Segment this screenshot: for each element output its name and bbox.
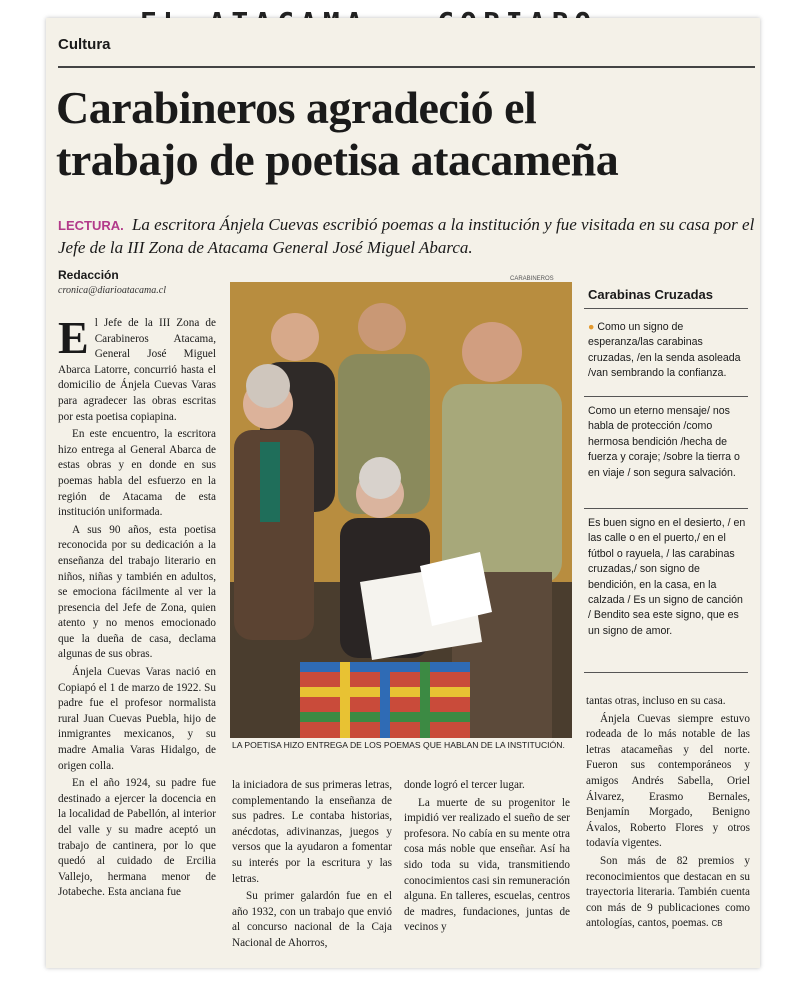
poem-stanza: Como un eterno mensaje/ nos habla de protección /como hermosa bendición /hecha de fuerza y coraje; /sobre la tierra o en viaje / son segura salvación. xyxy=(588,405,740,479)
article-paragraph: tantas otras, incluso en su casa. xyxy=(586,695,726,707)
article-column-4 xyxy=(586,694,750,964)
article-paragraph: donde logró el tercer lugar. xyxy=(404,779,525,791)
drop-cap: E xyxy=(58,312,89,363)
article-paragraph xyxy=(58,312,216,425)
article-column-2 xyxy=(232,778,392,958)
end-mark: CB xyxy=(711,919,723,929)
lead-text: La escritora Ánjela Cuevas escribió poemas a la institución y fue visitada en su casa por el Jefe de la III Zona de Atacama General José Miguel Abarca. xyxy=(58,215,755,257)
section-divider xyxy=(58,66,755,68)
poem-divider xyxy=(584,508,748,509)
article-paragraph: A sus 90 años, esta poetisa reconocida por su dedicación a la enseñanza del trabajo literario en niños, niñas y también en adultos, se emociona fácilmente al ver la presencia del Jefe de Zona, quien atento y no menos emocionado que la dueña de casa, declama algunas de sus obras. xyxy=(58,523,216,661)
headline-line-2: trabajo de poetisa atacameña xyxy=(56,134,619,185)
headline-line-1: Carabineros agradeció el xyxy=(56,82,537,133)
article-column-1 xyxy=(58,312,216,956)
stanza-text: Como un signo de esperanza/las carabinas cruzadas, /en la senda asoleada /van sembrando la confianza. xyxy=(588,321,741,380)
lead-paragraph xyxy=(58,214,758,259)
section-label: Cultura xyxy=(58,36,111,53)
photo-caption: LA POETISA HIZO ENTREGA DE LOS POEMAS QUE HABLAN DE LA INSTITUCIÓN. xyxy=(232,740,565,750)
article-paragraph: la iniciadora de sus primeras letras, complementando la enseñanza de sus padres. Le contaba historias, anécdotas, adivinanzas, juegos y versos que la ayudaron a fomentar su interés por la escritura y las letras. xyxy=(232,779,392,885)
article-column-3 xyxy=(404,778,570,958)
byline-email: cronica@diarioatacama.cl xyxy=(58,285,166,296)
poem-divider xyxy=(584,396,748,397)
article-paragraph xyxy=(586,854,750,932)
poem-divider xyxy=(584,672,748,673)
article-paragraph: Su primer galardón fue en el año 1932, con un trabajo que envió al concurso nacional de la Caja Nacional de Ahorros, xyxy=(232,890,392,949)
article-paragraph: La muerte de su progenitor le impidió ver realizado el sueño de ser profesora. No cabía en su mente otra cosa más noble que enseñar. Así ha sido toda su vida, transmitiendo conocimientos casi sin remuneración alguna. En talleres, escuelas, centros de madres, fundaciones, juntas de vecinos y xyxy=(404,796,570,934)
lead-tag: LECTURA. xyxy=(58,218,124,233)
photo-credit: CARABINEROS xyxy=(510,276,554,282)
poem-title: Carabinas Cruzadas xyxy=(588,287,713,302)
paragraph-text: Son más de 82 premios y reconocimientos que destacan en su trayectoria literaria. También cuenta con más de 9 publicaciones como antologías, cantos, poemas. xyxy=(586,854,750,930)
article-paragraph: Ánjela Cuevas Varas nació en Copiapó el 1 de marzo de 1922. Su padre fue el profesor normalista rural Juan Cuevas Puebla, hijo de inmigrantes mexicanos, y su madre Amalia Varas Hidalgo, de origen colla. xyxy=(58,666,216,772)
paragraph-text: l Jefe de la III Zona de Carabineros Atacama, General José Miguel Abarca Latorre, concurrió hasta el domicilio de Ánjela Cuevas Varas para agradecer las obras escritas por esta poetisa copiapina. xyxy=(58,317,216,423)
article-paragraph: En este encuentro, la escritora hizo entrega al General Abarca de estas obras y en donde en sus poemas habla del esfuerzo en la región de Atacama de esta institución uniformada. xyxy=(58,428,216,519)
headline xyxy=(56,82,756,186)
poem-stanza xyxy=(588,320,748,382)
article-paragraph: Ánjela Cuevas siempre estuvo rodeada de lo más notable de las letras atacameñas y del norte. Fueron sus contemporáneos y amigos Andrés Sabella, Oriel Álvarez, Erasmo Bernales, Benjamín Morgado, Benigno Ávalos, Roberto Flores y otros todavía vigentes. xyxy=(586,712,750,850)
bullet-icon: ● xyxy=(588,321,598,333)
article-paragraph: En el año 1924, su padre fue destinado a ejercer la docencia en la localidad de Pabellón, al interior del valle y su madre aceptó un trabajo de cantinera, por lo que quedó al cuidado de Ercilia Vallejo, hermana menor de Jotabeche. Esta anciana fue xyxy=(58,777,216,899)
byline-name: Redacción xyxy=(58,268,119,282)
photo-illustration xyxy=(230,282,572,738)
poem-stanza: Es buen signo en el desierto, / en las calle o en el puerto,/ en el fútbol o rayuela, / las carabinas cruzadas,/ son signo de bendición, en la casa, en la calzada / Es un signo de canción / Bendito sea este signo, que es un signo de amor. xyxy=(588,517,746,637)
poem-divider xyxy=(584,308,748,309)
article-photo xyxy=(230,282,572,738)
